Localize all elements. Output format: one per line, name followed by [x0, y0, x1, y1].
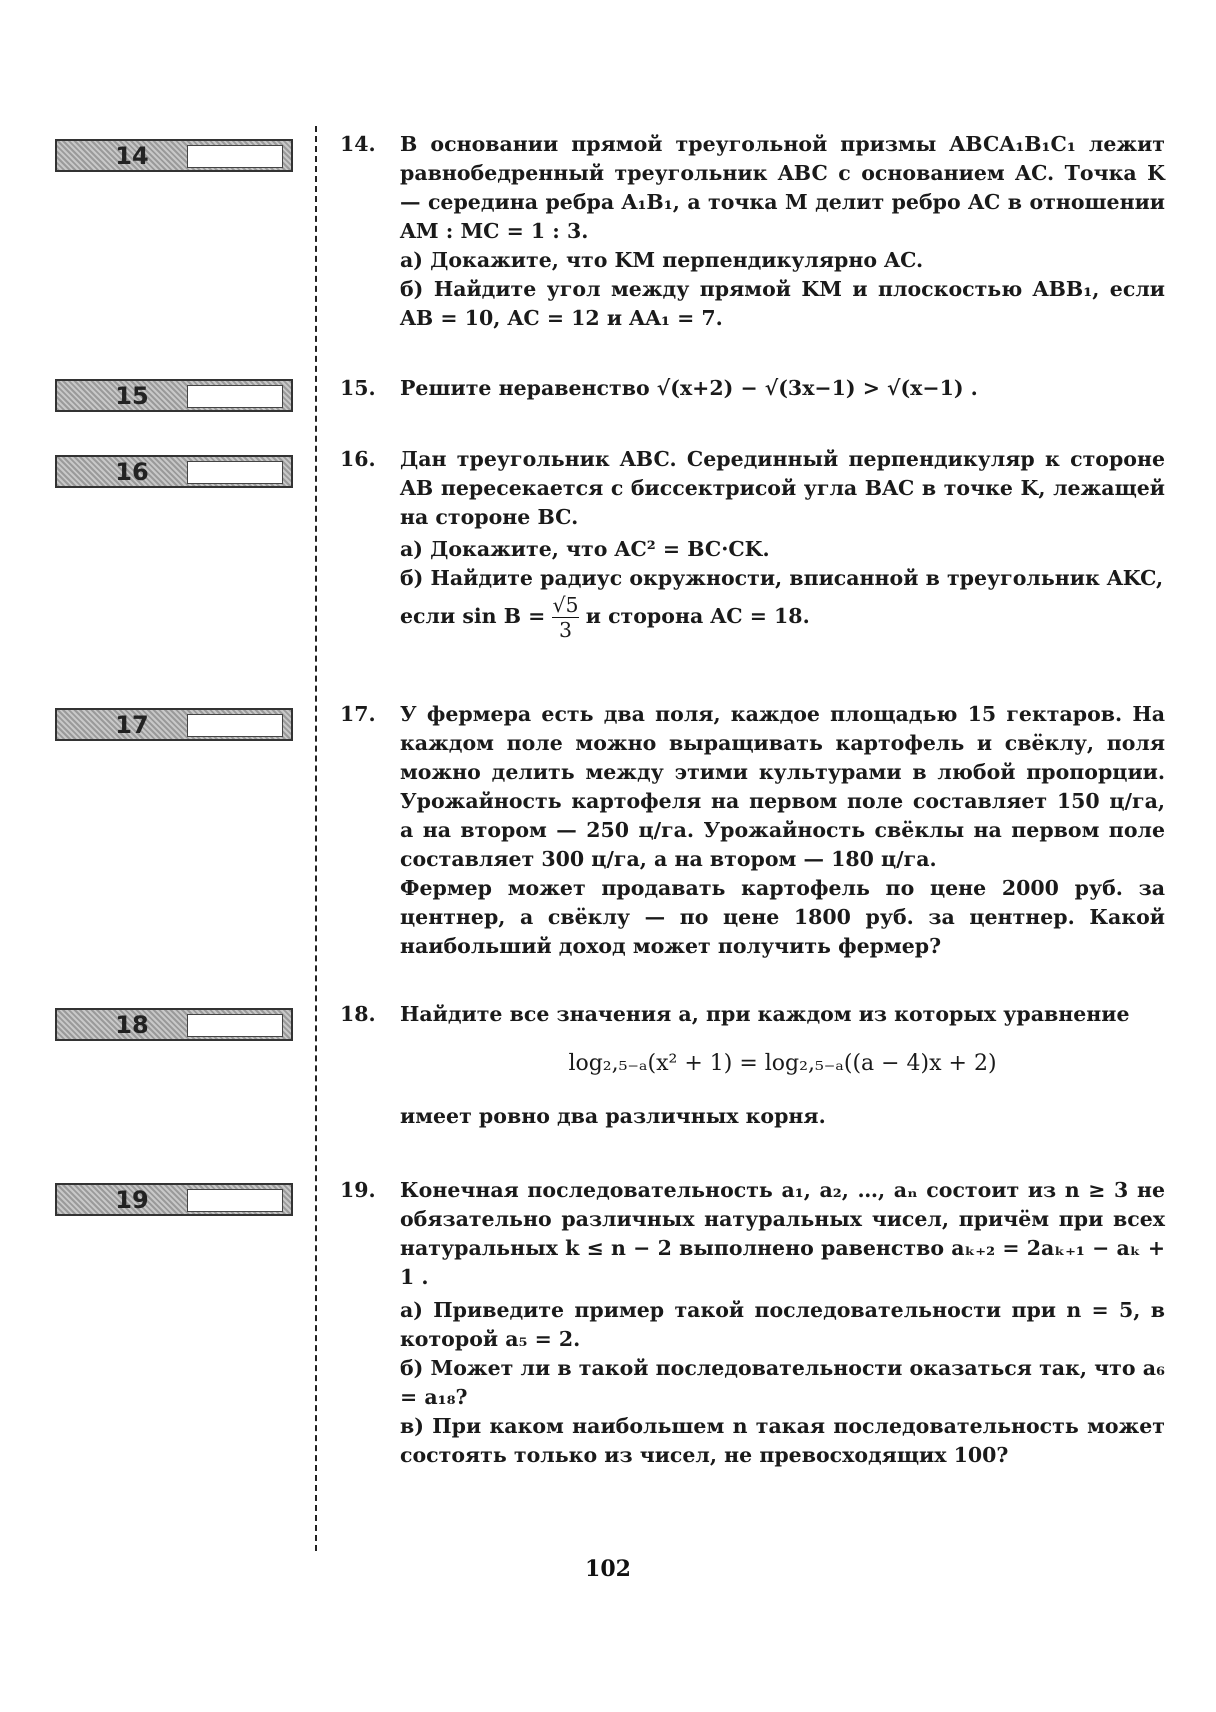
- answer-box-number: 15: [115, 382, 149, 410]
- page-number: 102: [585, 1556, 631, 1582]
- answer-box-14: [55, 139, 293, 172]
- part-a: а) Приведите пример такой последовательности при n = 5, в которой a₅ = 2.: [400, 1298, 1165, 1351]
- answer-field[interactable]: [187, 461, 283, 484]
- problem-condition: имеет ровно два различных корня.: [400, 1104, 826, 1128]
- problem-body: [400, 1000, 1165, 1131]
- answer-box-number: 16: [115, 458, 149, 486]
- problem-statement: Решите неравенство √(x+2) − √(3x−1) > √(x−1) .: [400, 376, 978, 400]
- problem-19: [340, 1176, 1165, 1470]
- part-c: в) При каком наибольшем n такая последовательность может состоять только из чисел, не превосходящих 100?: [400, 1414, 1165, 1467]
- problem-number: 15.: [340, 376, 376, 400]
- answer-field[interactable]: [187, 385, 283, 408]
- fraction-denominator: 3: [552, 617, 578, 642]
- answer-box-number: 17: [115, 711, 149, 739]
- problem-body: [400, 445, 1165, 642]
- answer-box-15: [55, 379, 293, 412]
- answer-field[interactable]: [187, 145, 283, 168]
- condition-prefix: если sin B =: [400, 604, 546, 628]
- problem-body: [400, 700, 1165, 961]
- fraction-numerator: √5: [552, 593, 579, 617]
- answer-box-16: [55, 455, 293, 488]
- problem-14: [340, 130, 1165, 333]
- problem-statement: Найдите все значения a, при каждом из которых уравнение: [400, 1002, 1130, 1026]
- part-b: б) Найдите угол между прямой KM и плоскостью ABB₁, если AB = 10, AC = 12 и AA₁ = 7.: [400, 277, 1165, 330]
- problem-number: 18.: [340, 1002, 376, 1026]
- problem-statement: У фермера есть два поля, каждое площадью 15 гектаров. На каждом поле можно выращивать картофель и свёклу, поля можно делить между этими культурами в любой пропорции. Урожайность картофеля на первом поле составляет 150 ц/га, а на втором — 250 ц/га. Урожайность свёклы на первом поле составляет 300 ц/га, а на втором — 180 ц/га.: [400, 702, 1165, 871]
- equation: log₂,₅₋ₐ(x² + 1) = log₂,₅₋ₐ((a − 4)x + 2): [568, 1051, 997, 1076]
- cut-line: [315, 126, 317, 1551]
- condition-suffix: и сторона AC = 18.: [585, 604, 810, 628]
- problem-question: Фермер может продавать картофель по цене 2000 руб. за центнер, а свёклу — по цене 1800 руб. за центнер. Какой наибольший доход может получить фермер?: [400, 876, 1165, 958]
- problem-statement: Конечная последовательность a₁, a₂, …, aₙ состоит из n ≥ 3 не обязательно различных натуральных чисел, причём при всех натуральных k ≤ n − 2 выполнено равенство aₖ₊₂ = 2aₖ₊₁ − aₖ + 1 .: [400, 1178, 1165, 1289]
- answer-field[interactable]: [187, 714, 283, 737]
- problem-statement: Дан треугольник ABC. Серединный перпендикуляр к стороне AB пересекается с биссектрисой угла BAC в точке K, лежащей на стороне BC.: [400, 447, 1165, 529]
- sine-fraction: [552, 593, 578, 642]
- problem-17: [340, 700, 1165, 961]
- answer-field[interactable]: [187, 1189, 283, 1212]
- answer-box-17: [55, 708, 293, 741]
- answer-field[interactable]: [187, 1014, 283, 1037]
- part-b-condition: [400, 593, 1165, 642]
- problem-number: 19.: [340, 1178, 376, 1202]
- problem-number: 17.: [340, 702, 376, 726]
- part-a: а) Докажите, что KM перпендикулярно AC.: [400, 248, 924, 272]
- part-b: б) Может ли в такой последовательности оказаться так, что a₆ = a₁₈?: [400, 1356, 1165, 1409]
- answer-box-number: 14: [115, 142, 149, 170]
- part-b: б) Найдите радиус окружности, вписанной в треугольник AKC,: [400, 566, 1164, 590]
- problem-18: [340, 1000, 1165, 1131]
- problem-number: 16.: [340, 447, 376, 471]
- answer-box-18: [55, 1008, 293, 1041]
- answer-box-19: [55, 1183, 293, 1216]
- problem-statement: В основании прямой треугольной призмы ABCA₁B₁C₁ лежит равнобедренный треугольник ABC с основанием AC. Точка K — середина ребра A₁B₁, а точка M делит ребро AC в отношении AM : MC = 1 : 3.: [400, 132, 1165, 243]
- problem-body: [400, 374, 1165, 403]
- answer-box-number: 18: [115, 1011, 149, 1039]
- problem-16: [340, 445, 1165, 642]
- part-a: а) Докажите, что AC² = BC·CK.: [400, 537, 770, 561]
- problem-number: 14.: [340, 132, 376, 156]
- problem-body: [400, 1176, 1165, 1470]
- problem-body: [400, 130, 1165, 333]
- problem-15: [340, 374, 1165, 403]
- answer-box-number: 19: [115, 1186, 149, 1214]
